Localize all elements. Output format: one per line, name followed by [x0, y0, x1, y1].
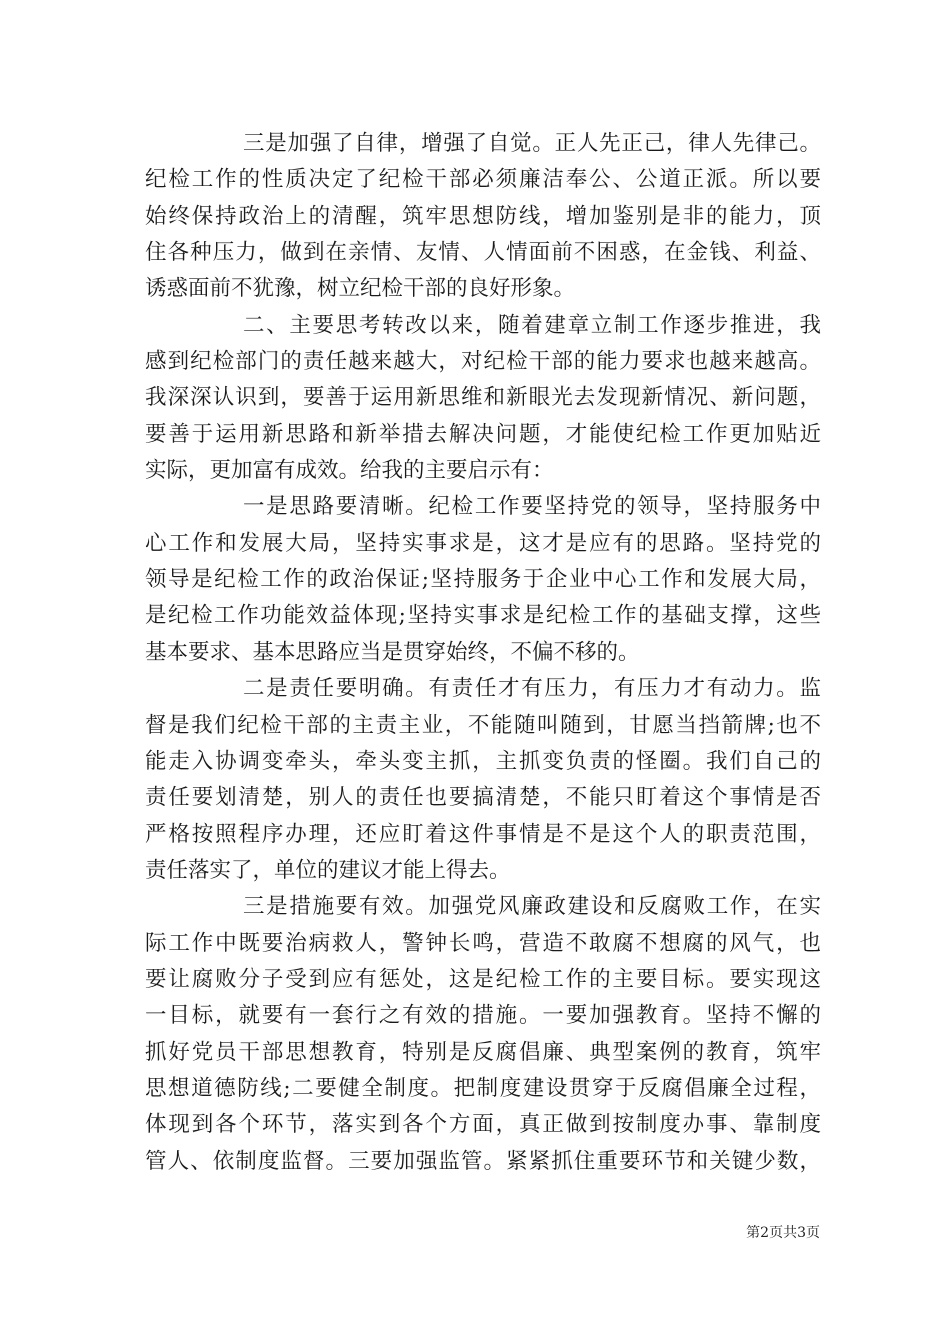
text-line: 能走入协调变牵头，牵头变主抓，主抓变负责的怪圈。我们自己的	[145, 748, 821, 774]
text-line: 心工作和发展大局，坚持实事求是，这才是应有的思路。坚持党的	[145, 530, 821, 556]
text-line: 思想道德防线;二要健全制度。把制度建设贯穿于反腐倡廉全过程，	[145, 1075, 821, 1101]
text-line: 严格按照程序办理，还应盯着这件事情是不是这个人的职责范围，	[145, 821, 821, 847]
text-line: 诱惑面前不犹豫，树立纪检干部的良好形象。	[145, 276, 576, 302]
text-line: 实际，更加富有成效。给我的主要启示有：	[145, 458, 554, 484]
text-line: 二是责任要明确。有责任才有压力，有压力才有动力。监	[243, 676, 821, 702]
paragraph	[145, 889, 821, 1180]
text-line: 始终保持政治上的清醒，筑牢思想防线，增加鉴别是非的能力，顶	[145, 203, 821, 229]
paragraph	[145, 489, 821, 671]
text-line: 体现到各个环节，落实到各个方面，真正做到按制度办事、靠制度	[145, 1112, 821, 1138]
text-line: 我深深认识到，要善于运用新思维和新眼光去发现新情况、新问题，	[145, 385, 821, 411]
text-line: 领导是纪检工作的政治保证;坚持服务于企业中心工作和发展大局，	[145, 567, 821, 593]
text-line: 一是思路要清晰。纪检工作要坚持党的领导，坚持服务中	[243, 494, 821, 520]
text-line: 基本要求、基本思路应当是贯穿始终，不偏不移的。	[145, 639, 640, 665]
text-line: 际工作中既要治病救人，警钟长鸣，营造不敢腐不想腐的风气，也	[145, 930, 821, 956]
page-number: 第2页共3页	[746, 1225, 820, 1241]
document-body	[145, 126, 821, 1180]
text-line: 三是加强了自律，增强了自觉。正人先正己，律人先律己。	[243, 131, 821, 156]
text-line: 一目标，就要有一套行之有效的措施。一要加强教育。坚持不懈的	[145, 1003, 821, 1029]
text-line: 要善于运用新思路和新举措去解决问题，才能使纪检工作更加贴近	[145, 421, 821, 447]
text-line: 感到纪检部门的责任越来越大，对纪检干部的能力要求也越来越高。	[145, 349, 821, 375]
text-line: 三是措施要有效。加强党风廉政建设和反腐败工作，在实	[243, 894, 821, 920]
text-line: 要让腐败分子受到应有惩处，这是纪检工作的主要目标。要实现这	[145, 966, 821, 992]
paragraph	[145, 126, 821, 308]
paragraph	[145, 671, 821, 889]
text-line: 纪检工作的性质决定了纪检干部必须廉洁奉公、公道正派。所以要	[145, 167, 821, 193]
text-line: 责任落实了，单位的建议才能上得去。	[145, 857, 511, 883]
text-line: 责任要划清楚，别人的责任也要搞清楚，不能只盯着这个事情是否	[145, 785, 821, 811]
text-line: 住各种压力，做到在亲情、友情、人情面前不困惑，在金钱、利益、	[145, 240, 821, 266]
text-line: 是纪检工作功能效益体现;坚持实事求是纪检工作的基础支撑，这些	[145, 603, 821, 629]
text-line: 抓好党员干部思想教育，特别是反腐倡廉、典型案例的教育，筑牢	[145, 1039, 821, 1065]
text-line: 二、主要思考转改以来，随着建章立制工作逐步推进，我	[243, 312, 821, 338]
paragraph	[145, 308, 821, 490]
text-line: 督是我们纪检干部的主责主业，不能随叫随到，甘愿当挡箭牌;也不	[145, 712, 821, 738]
text-line: 管人、依制度监督。三要加强监管。紧紧抓住重要环节和关键少数，	[145, 1148, 821, 1174]
